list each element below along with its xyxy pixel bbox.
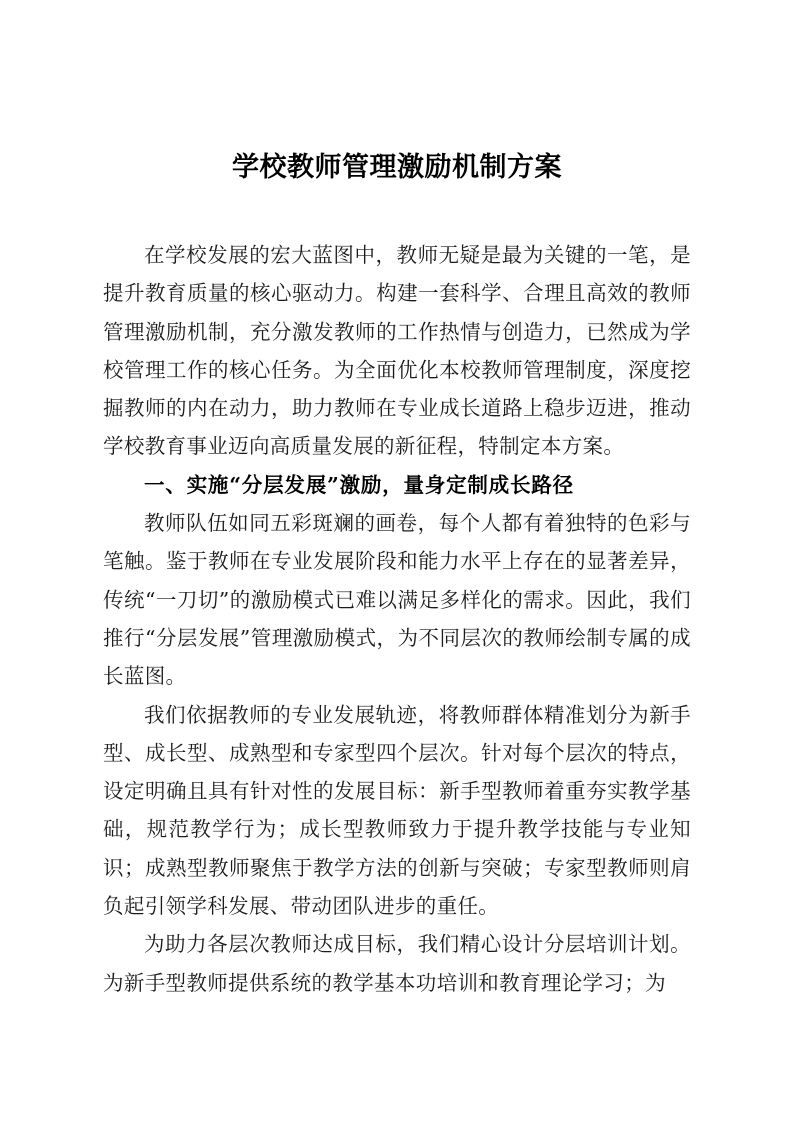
title-spacer bbox=[103, 192, 691, 236]
page-title: 学校教师管理激励机制方案 bbox=[232, 152, 562, 183]
document-body bbox=[103, 148, 691, 1002]
paragraph-intro: 在学校发展的宏大蓝图中，教师无疑是最为关键的一笔，是提升教育质量的核心驱动力。构建一套科学、合理且高效的教师管理激励机制，充分激发教师的工作热情与创造力，已然成为学校管理工作的核心任务。为全面优化本校教师管理制度，深度挖掘教师的内在动力，助力教师在专业成长道路上稳步迈进，推动学校教育事业迈向高质量发展的新征程，特制定本方案。 bbox=[103, 243, 691, 459]
paragraph-layered-development: 教师队伍如同五彩斑斓的画卷，每个人都有着独特的色彩与笔触。鉴于教师在专业发展阶段和能力水平上存在的显著差异，传统“一刀切”的激励模式已难以满足多样化的需求。因此，我们推行“分层发展”管理激励模式，为不同层次的教师绘制专属的成长蓝图。 bbox=[103, 511, 691, 689]
section-heading-1: 一、实施“分层发展”激励，量身定制成长路径 bbox=[144, 472, 574, 497]
paragraph-training-plan: 为助力各层次教师达成目标，我们精心设计分层培训计划。为新手型教师提供系统的教学基本功培训和教育理论学习；为 bbox=[103, 932, 691, 995]
paragraph-four-tiers: 我们依据教师的专业发展轨迹，将教师群体精准划分为新手型、成长型、成熟型和专家型四个层次。针对每个层次的特点，设定明确且具有针对性的发展目标：新手型教师着重夯实教学基础，规范教学行为；成长型教师致力于提升教学技能与专业知识；成熟型教师聚焦于教学方法的创新与突破；专家型教师则肩负起引领学科发展、带动团队进步的重任。 bbox=[103, 702, 691, 919]
